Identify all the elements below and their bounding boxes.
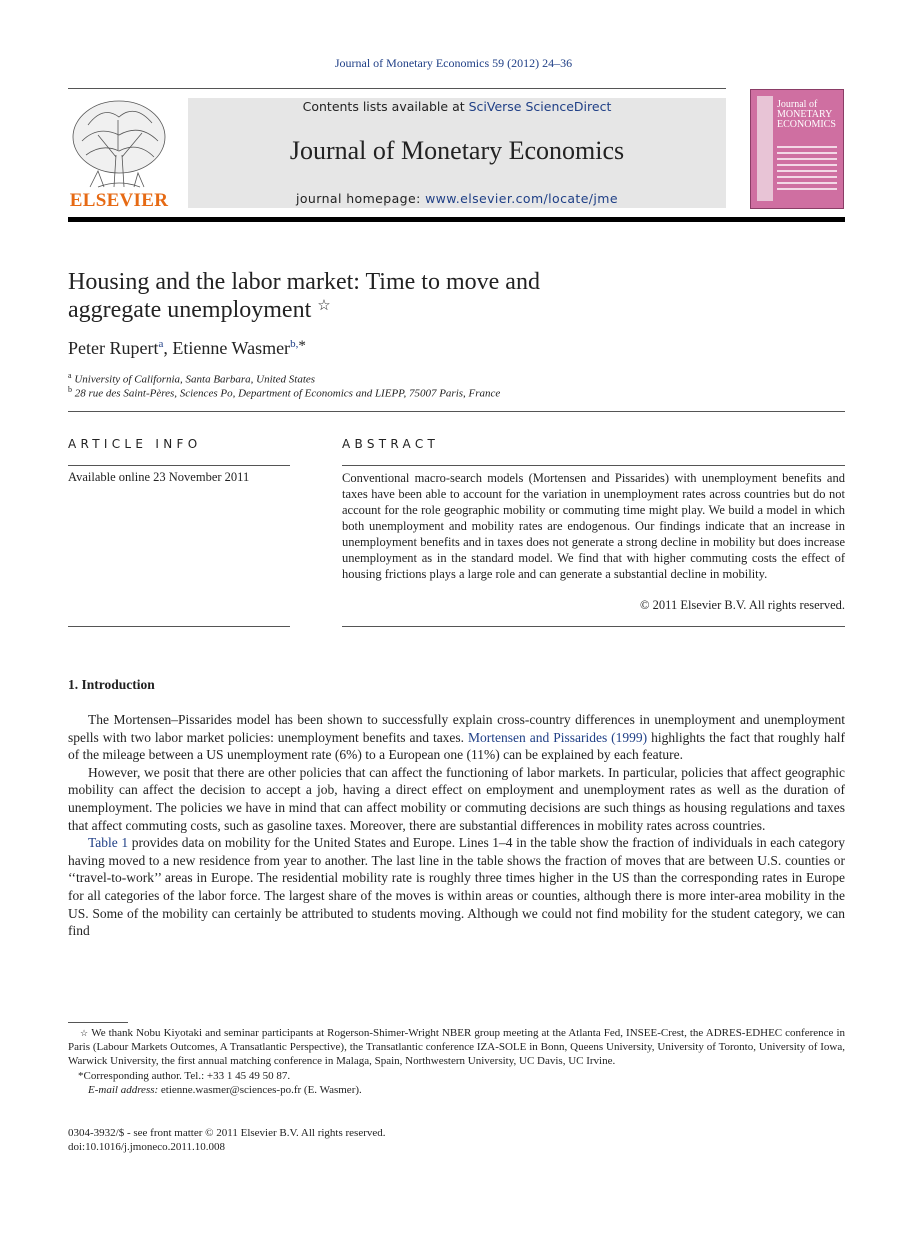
divider: [342, 626, 845, 627]
affiliation-marker[interactable]: a: [158, 338, 164, 350]
affiliation: $^a$ University of California, Santa Barbara, United States: [68, 371, 316, 386]
cover-title: Journal of MONETARY ECONOMICS: [777, 99, 836, 130]
corresponding-author-marker[interactable]: *: [298, 338, 306, 354]
cover-contents: [777, 146, 837, 194]
sciencedirect-link[interactable]: SciVerse ScienceDirect: [468, 99, 612, 114]
footnote-email: E-mail address: etienne.wasmer@sciences-po.fr (E. Wasmer).: [88, 1083, 362, 1096]
title-footnote-star[interactable]: ☆: [317, 298, 331, 314]
cover-strip: [757, 96, 773, 201]
contents-line: [188, 99, 726, 114]
available-online: Available online 23 November 2011: [68, 470, 250, 484]
journal-cover-thumbnail[interactable]: [750, 89, 844, 209]
doi-line[interactable]: doi:10.1016/j.jmoneco.2011.10.008: [68, 1141, 225, 1153]
publisher-wordmark: ELSEVIER: [69, 190, 169, 211]
title-line-1: Housing and the labor market: Time to move and: [68, 269, 540, 295]
footnote-rule: [68, 1022, 128, 1023]
author-name: Etienne Wasmer: [172, 338, 291, 358]
footnote-thanks: ☆ We thank Nobu Kiyotaki and seminar participants at Rogerson-Shimer-Wright NBER group meeting at the Atlanta Fed, INSEE-Crest, the ADRES-EDHEC conference in Paris (Labour Markets Outcomes, A Transatlantic Perspective), the Transatlantic conference IZA-SOLE in Bonn, Queens University, University of Toronto, University of Iowa, Warwick University, the first annual matching conference in Malaga, Spain, Northwestern University, UC Davis, UC Irvine.: [68, 1027, 845, 1068]
divider: [68, 465, 290, 466]
paragraph: Table 1 provides data on mobility for the United States and Europe. Lines 1–4 in the table show the fraction of individuals in each category having moved to a new residence from year to another. The last line in the table shows the fraction of moves that are between U.S. counties or ‘‘travel-to-work’’ areas in Europe. The residential mobility rate is roughly three times higher in the US than the corresponding rates in Europe for all categories of the labor force. The largest share of the moves is within areas or counties, although there is more inter-area mobility in the US. Some of the mobility can certainly be attributed to students moving. Although we could not find mobility for the student category, we can find: [68, 835, 845, 939]
author-name: Peter Rupert: [68, 338, 159, 358]
journal-citation[interactable]: Journal of Monetary Economics 59 (2012) 24–36: [334, 56, 573, 70]
front-matter-meta: [68, 1126, 386, 1154]
divider: [342, 465, 845, 466]
citation-link[interactable]: Mortensen and Pissarides (1999): [468, 729, 648, 745]
intro-body: [68, 711, 845, 940]
header-thick-rule: [68, 217, 845, 222]
author-list: Peter Rupert$^a$, Etienne Wasmer$^{b,*}$: [68, 338, 306, 358]
header-divider: [68, 88, 726, 89]
title-line-2: aggregate unemployment ☆: [68, 297, 331, 323]
divider: [68, 411, 845, 412]
issn-line: 0304-3932/$ - see front matter © 2011 Elsevier B.V. All rights reserved.: [68, 1127, 386, 1139]
article-title: [68, 268, 688, 324]
affiliation: $^b$ 28 rue des Saint-Pères, Sciences Po, Department of Economics and LIEPP, 75007 Paris, France: [68, 385, 501, 400]
homepage-line: [188, 191, 726, 206]
section-heading: 1. Introduction: [68, 677, 155, 692]
journal-title: Journal of Monetary Economics: [289, 136, 625, 165]
homepage-prefix: journal homepage:: [296, 191, 426, 206]
table-link[interactable]: Table 1: [88, 835, 129, 851]
article-info-heading: ARTICLE INFO: [68, 437, 202, 451]
paragraph: The Mortensen–Pissarides model has been shown to successfully explain cross-country differences in unemployment and unemployment spells with two labor market policies: unemployment benefits and taxes. Mortensen and Pissarides (1999) highlights the fact that roughly half of the mileage between a US unemployment rate (6%) to a European one (11%) can be explained by each feature.: [68, 712, 845, 763]
footnotes: [68, 1026, 845, 1097]
homepage-link[interactable]: www.elsevier.com/locate/jme: [425, 191, 618, 206]
affiliation-marker[interactable]: b,: [290, 338, 299, 350]
abstract-heading: ABSTRACT: [342, 437, 440, 451]
footnote-corresponding: *Corresponding author. Tel.: +33 1 45 49 50 87.: [78, 1069, 291, 1082]
divider: [68, 626, 290, 627]
contents-prefix: Contents lists available at: [302, 99, 469, 114]
abstract-text: Conventional macro-search models (Mortensen and Pissarides) with unemployment benefits and taxes have been able to account for the variation in unemployment rates across countries but do not account for the role geographic mobility or commuting time might play. We build a model in which both unemployment and mobility rates are endogenous. Our findings indicate that an increase in unemployment benefits and in taxes does not generate a strong decline in mobility but does increase unemployment as in the standard model. We find that with higher commuting costs the effect of housing frictions plays a large role and can generate a substantial decline in mobility.: [342, 471, 845, 581]
paragraph: However, we posit that there are other policies that can affect the functioning of labor markets. In particular, policies that affect geographic mobility can affect the decision to accept a job, having a direct effect on employment and unemployment rates as well as the duration of unemployment. The policies we have in mind that can affect mobility or commuting decisions are such things as housing regulations and taxes that affect commuting costs, such as gasoline taxes. Moreover, there are substantial differences in mobility rates across countries.: [68, 764, 845, 833]
abstract-copyright: © 2011 Elsevier B.V. All rights reserved.: [640, 598, 845, 612]
